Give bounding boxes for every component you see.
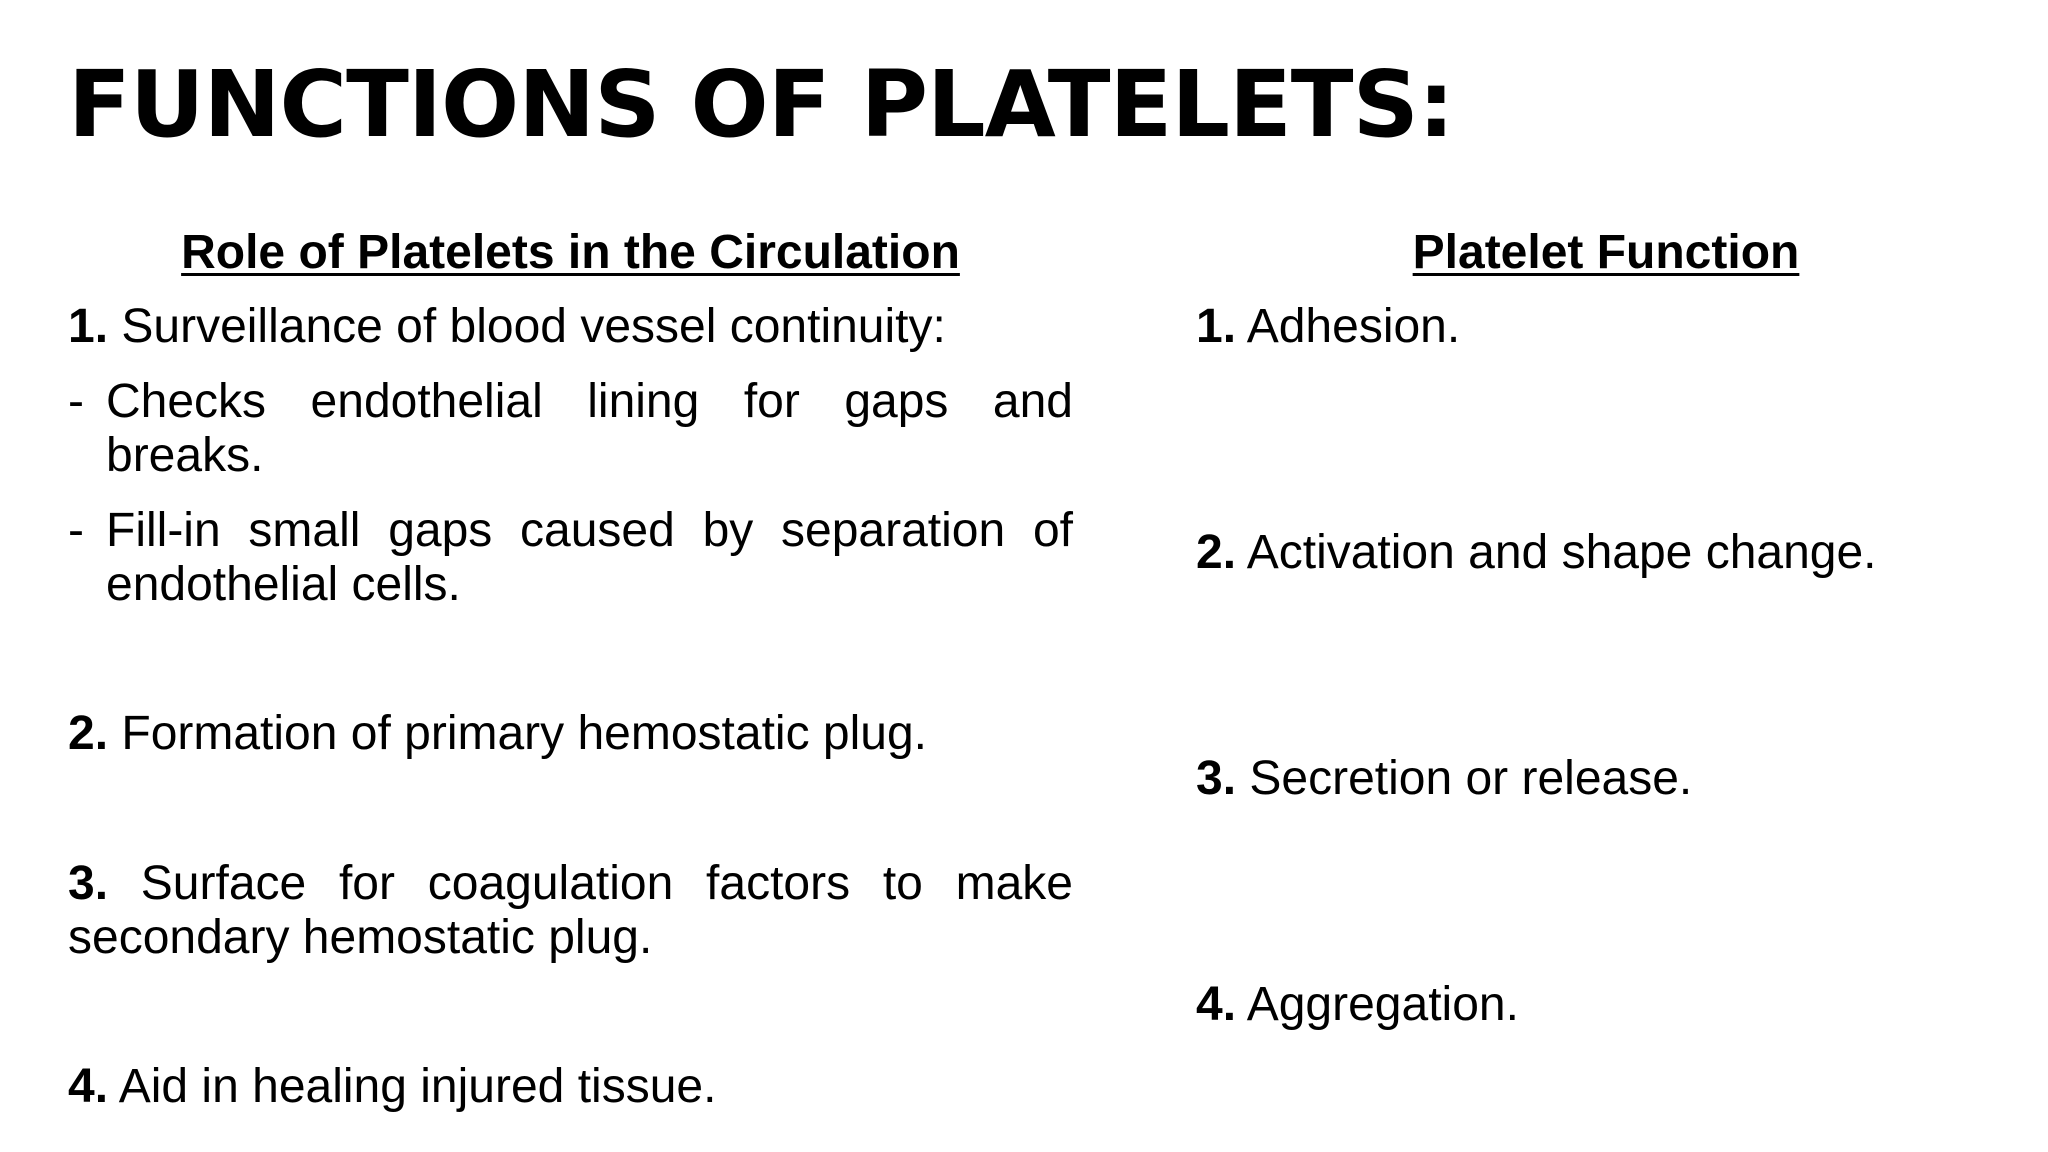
left-item-1-number: 1. bbox=[68, 300, 109, 353]
right-item-3-number: 3. bbox=[1196, 752, 1237, 805]
right-item-4-text: Aggregation. bbox=[1236, 978, 1519, 1031]
left-item-2 bbox=[68, 707, 1073, 761]
right-item-3 bbox=[1196, 752, 2016, 806]
left-item-1 bbox=[68, 300, 1073, 354]
right-item-1 bbox=[1196, 300, 2016, 354]
left-item-4-text: Aid in healing injured tissue. bbox=[108, 1060, 717, 1113]
left-column-heading: Role of Platelets in the Circulation bbox=[181, 226, 960, 279]
right-item-4 bbox=[1196, 978, 2016, 1032]
left-item-4-number: 4. bbox=[68, 1060, 109, 1113]
right-item-2 bbox=[1196, 526, 2016, 580]
left-column bbox=[68, 220, 1073, 1113]
right-item-4-number: 4. bbox=[1196, 978, 1237, 1031]
left-item-2-text: Formation of primary hemostatic plug. bbox=[108, 707, 928, 760]
slide-title: FUNCTIONS OF PLATELETS: bbox=[68, 51, 1454, 158]
left-item-1-subitem-2 bbox=[68, 504, 1073, 612]
right-item-1-number: 1. bbox=[1196, 300, 1237, 353]
left-item-3-text: Surface for coagulation factors to make secondary hemostatic plug. bbox=[68, 857, 1073, 964]
dash-bullet: - bbox=[68, 504, 84, 557]
left-item-1-subitem-2-text: Fill-in small gaps caused by separation of endothelial cells. bbox=[106, 504, 1073, 611]
left-item-1-subitem-1-text: Checks endothelial lining for gaps and breaks. bbox=[106, 375, 1073, 482]
right-column-heading: Platelet Function bbox=[1412, 226, 1800, 279]
left-item-3-number: 3. bbox=[68, 857, 109, 910]
right-column bbox=[1196, 220, 2016, 1031]
left-item-3 bbox=[68, 857, 1073, 965]
dash-bullet: - bbox=[68, 375, 84, 428]
left-item-2-number: 2. bbox=[68, 707, 109, 760]
right-item-3-text: Secretion or release. bbox=[1236, 752, 1693, 805]
left-item-1-subitem-1 bbox=[68, 375, 1073, 483]
right-item-2-text: Activation and shape change. bbox=[1236, 526, 1877, 579]
left-item-1-text: Surveillance of blood vessel continuity: bbox=[108, 300, 946, 353]
right-item-2-number: 2. bbox=[1196, 526, 1237, 579]
right-item-1-text: Adhesion. bbox=[1236, 300, 1461, 353]
left-item-4 bbox=[68, 1060, 1073, 1114]
